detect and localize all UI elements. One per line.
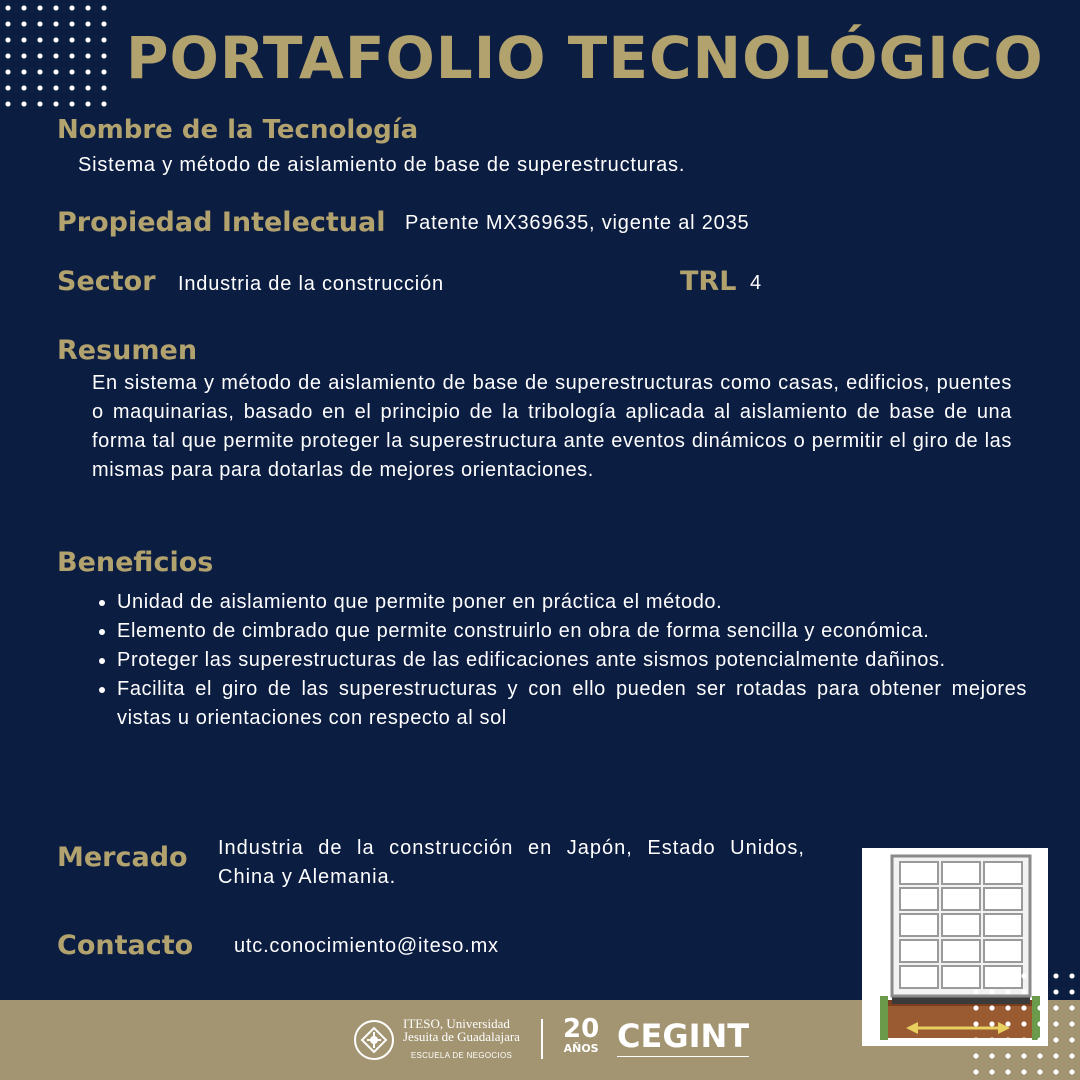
beneficio-item: • Facilita el giro de las superestructuras y con ello pueden ser rotadas para obtener mejores vistas u orientaciones con respecto al sol [117,675,1027,733]
beneficios-label: Beneficios [57,547,214,578]
iteso-logo-icon [353,1019,395,1061]
cegint-brand: CEGINT [617,1017,750,1055]
trl-label: TRL [680,266,737,297]
mercado-label: Mercado [57,842,188,873]
sector-label: Sector [57,266,156,297]
propiedad-label: Propiedad Intelectual [57,207,386,238]
iteso-line-2: Jesuita de Guadalajara [403,1029,520,1044]
propiedad-value: Patente MX369635, vigente al 2035 [405,212,750,234]
dot-pattern-bottom-right [968,968,1080,1080]
iteso-wordmark [403,1017,520,1062]
years-number: 20 [563,1014,600,1044]
contacto-label: Contacto [57,930,194,961]
beneficio-item: • Unidad de aislamiento que permite poner en práctica el método. [117,588,1027,617]
footer-divider [541,1019,543,1059]
nombre-label: Nombre de la Tecnología [57,115,419,145]
contacto-email[interactable]: utc.conocimiento@iteso.mx [234,935,499,957]
anniversary-badge [563,1016,599,1056]
beneficios-list [93,588,1027,733]
dot-pattern-top-left [0,0,112,112]
mercado-text: Industria de la construcción en Japón, Estado Unidos, China y Alemania. [218,837,805,888]
trl-value: 4 [750,272,762,294]
years-label: AÑOS [563,1042,599,1055]
page-title: PORTAFOLIO TECNOLÓGICO [126,24,1044,92]
iteso-line-1: ITESO, Universidad [403,1016,510,1031]
resumen-text: En sistema y método de aislamiento de base de superestructuras como casas, edificios, puentes o maquinarias, basado en el principio de la tribología aplicada al aislamiento de base de una forma tal que permite proteger la superestructura ante eventos dinámicos o permitir el giro de las mismas para para dotarlas de mejores orientaciones. [92,372,1012,481]
nombre-value: Sistema y método de aislamiento de base de superestructuras. [78,154,686,176]
iteso-logo [353,1017,520,1062]
iteso-subtitle: ESCUELA DE NEGOCIOS [410,1051,513,1060]
beneficio-item: • Elemento de cimbrado que permite construirlo en obra de forma sencilla y económica. [117,617,1027,646]
beneficio-item: • Proteger las superestructuras de las edificaciones ante sismos potencialmente dañinos. [117,646,1027,675]
resumen-label: Resumen [57,335,198,366]
sector-value: Industria de la construcción [178,273,444,295]
